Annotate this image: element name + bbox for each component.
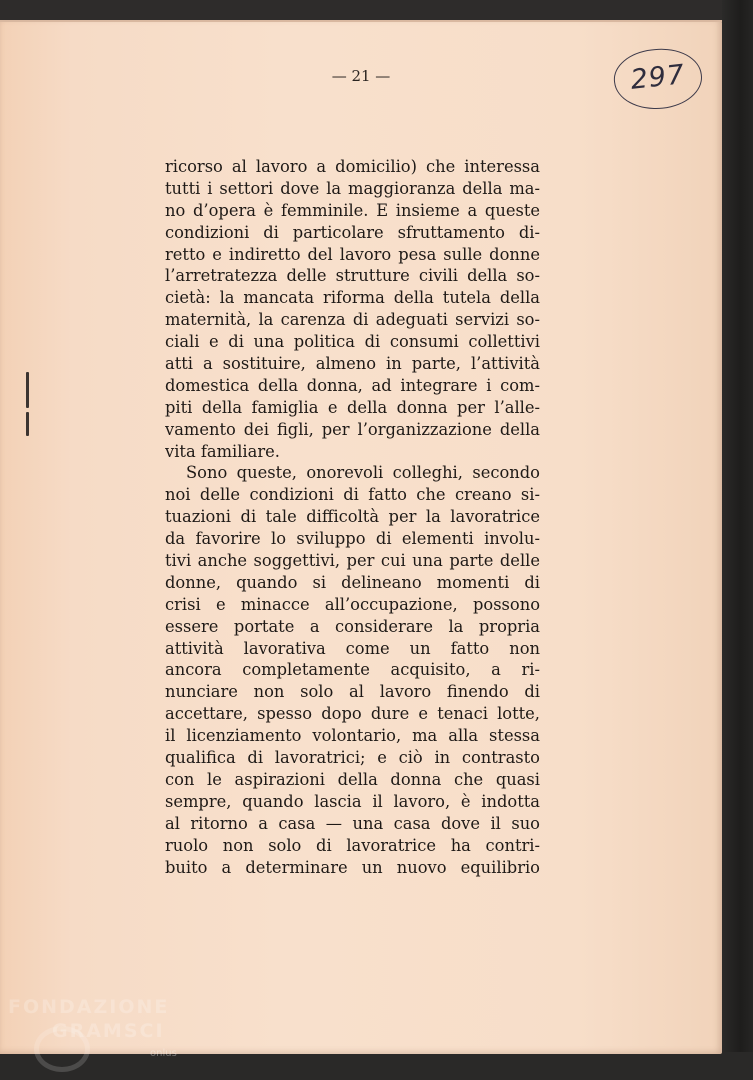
scan-background-top <box>0 0 753 20</box>
text-line: tutti i settori dove la maggioranza della ma- <box>165 178 540 198</box>
scan-background-right <box>722 0 753 1080</box>
watermark-logo <box>8 996 188 1066</box>
text-line: l’arretratezza delle strutture civili della so- <box>165 266 540 286</box>
text-line: maternità, la carenza di adeguati servizi so- <box>165 310 540 330</box>
staple-mark <box>26 412 29 436</box>
text-line: essere portate a considerare la propria <box>165 616 540 636</box>
document-page <box>0 20 722 1054</box>
watermark-line2: GRAMSCI <box>52 1020 165 1042</box>
page-number: — 21 — <box>331 67 391 85</box>
text-line: noi delle condizioni di fatto che creano si- <box>165 485 540 505</box>
text-line: con le aspirazioni della donna che quasi <box>165 769 540 789</box>
text-line: sempre, quando lascia il lavoro, è indotta <box>165 791 540 811</box>
text-line: tuazioni di tale difficoltà per la lavoratrice <box>165 507 540 527</box>
text-line: condizioni di particolare sfruttamento di- <box>165 222 540 242</box>
text-line: donne, quando si delineano momenti di <box>165 572 540 592</box>
text-line: ricorso al lavoro a domicilio) che interessa <box>165 157 540 176</box>
text-line: Sono queste, onorevoli colleghi, secondo <box>186 463 540 483</box>
text-line: ruolo non solo di lavoratrice ha contri- <box>165 835 540 855</box>
text-line: domestica della donna, ad integrare i com- <box>165 375 540 395</box>
text-line: vamento dei figli, per l’organizzazione della <box>165 419 540 439</box>
text-line: no d’opera è femminile. E insieme a queste <box>165 200 540 220</box>
staple-mark <box>26 372 29 408</box>
archive-number: 297 <box>629 59 687 96</box>
text-line: attività lavorativa come un fatto non <box>165 638 540 658</box>
text-line: al ritorno a casa — una casa dove il suo <box>165 813 540 833</box>
text-line: ancora completamente acquisito, a ri- <box>165 660 540 680</box>
text-line: qualifica di lavoratrici; e ciò in contrasto <box>165 748 540 768</box>
text-line: il licenziamento volontario, ma alla stessa <box>165 726 540 746</box>
page-top-edge <box>0 20 722 22</box>
watermark-line1: FONDAZIONE <box>8 996 170 1018</box>
text-line: nunciare non solo al lavoro finendo di <box>165 682 540 702</box>
text-line: cietà: la mancata riforma della tutela della <box>165 288 540 308</box>
text-line: crisi e minacce all’occupazione, possono <box>165 594 540 614</box>
text-line: vita familiare. <box>165 441 280 461</box>
text-line: tivi anche soggettivi, per cui una parte delle <box>165 551 540 571</box>
text-line: atti a sostituire, almeno in parte, l’attività <box>165 354 540 374</box>
text-line: piti della famiglia e della donna per l’alle- <box>165 397 540 417</box>
text-line: buito a determinare un nuovo equilibrio <box>165 857 540 877</box>
watermark-line3: onlus <box>150 1048 177 1059</box>
text-line: da favorire lo sviluppo di elementi involu- <box>165 529 540 549</box>
body-text <box>165 156 540 878</box>
archive-number-stamp <box>611 45 705 114</box>
text-line: ciali e di una politica di consumi collettivi <box>165 332 540 352</box>
text-line: retto e indiretto del lavoro pesa sulle donne <box>165 244 540 264</box>
text-line: accettare, spesso dopo dure e tenaci lotte, <box>165 704 540 724</box>
